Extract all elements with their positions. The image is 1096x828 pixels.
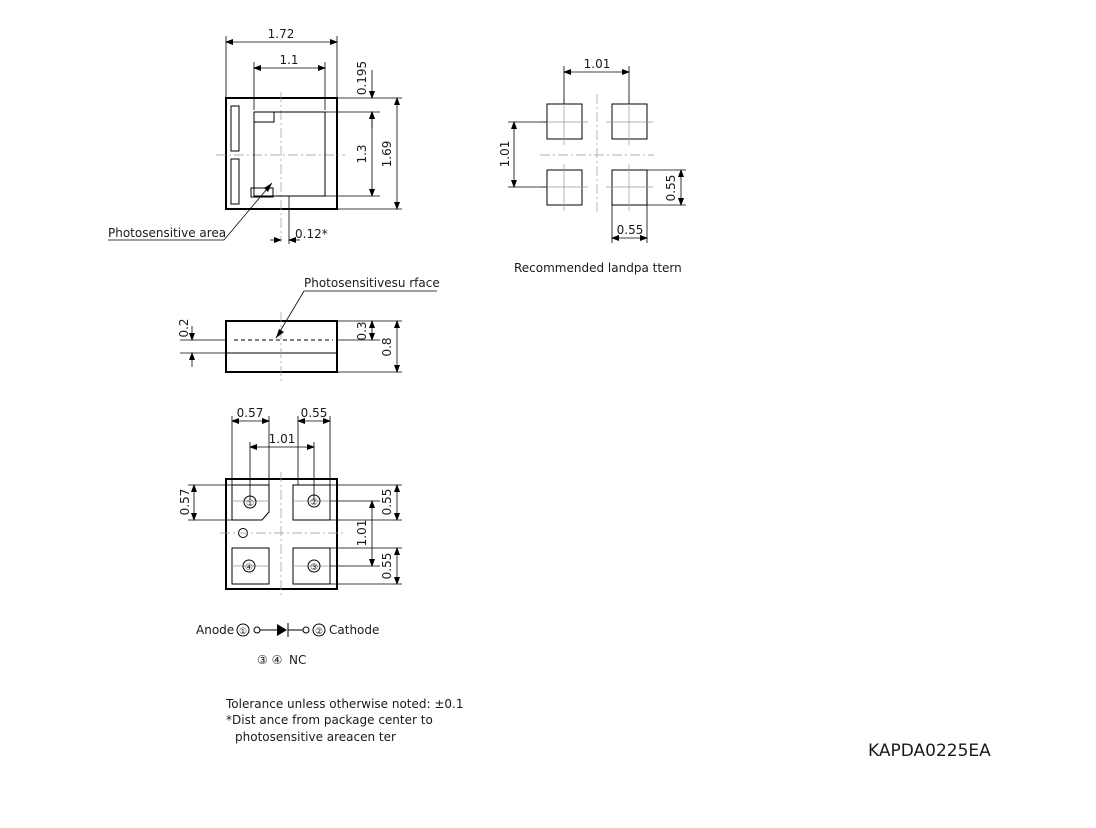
side-dim-left: 0.2: [177, 318, 191, 338]
pin-2-label: ②: [309, 498, 319, 508]
land-pattern-caption: Recommended landpa ttern: [514, 261, 682, 275]
top-dim-width: 1.72: [267, 27, 295, 41]
photosensitive-area-rect: [254, 112, 325, 196]
top-dim-inner-width: 1.1: [279, 53, 299, 67]
land-pad-3: [612, 170, 647, 205]
bottom-dim-pad2-height: 0.55: [380, 488, 394, 516]
diode-symbol: [277, 624, 287, 636]
notes: [225, 697, 464, 744]
land-pad-1: [547, 104, 582, 139]
pin-3-label: ③: [309, 563, 319, 573]
footnote-line-1: *Dist ance from package center to: [226, 713, 433, 727]
land-pad-2: [612, 104, 647, 139]
top-dim-inner-height: 1.3: [355, 144, 369, 164]
bottom-view: [178, 406, 402, 596]
anode-label: Anode: [196, 623, 235, 637]
anode-pin: ①: [238, 627, 248, 637]
top-dim-height: 1.69: [380, 140, 394, 168]
cathode-pin: ②: [314, 627, 324, 637]
top-package-outline: [226, 98, 337, 209]
pinout-diagram: [196, 623, 379, 667]
drawing-code: KAPDA0225EA: [868, 741, 991, 761]
tolerance-note: Tolerance unless otherwise noted: ±0.1: [226, 697, 464, 711]
cathode-label: Cathode: [329, 623, 380, 637]
bottom-dim-pitch-x: 1.01: [268, 432, 296, 446]
land-pattern-view: [498, 57, 686, 275]
land-pad-4: [547, 170, 582, 205]
bottom-package-outline: [226, 479, 337, 589]
pin-1-label: ①: [245, 499, 255, 509]
land-dim-pad-width: 0.55: [616, 223, 644, 237]
nc-label: NC: [289, 653, 307, 667]
footnote-line-2: photosensitive areacen ter: [235, 730, 396, 744]
bottom-dim-pad2-width: 0.55: [300, 406, 328, 420]
land-dim-pitch-y: 1.01: [498, 140, 512, 168]
label-photosensitive-surface: Photosensitivesu rface: [304, 276, 440, 290]
bottom-dim-pitch-y: 1.01: [355, 519, 369, 547]
label-photosensitive-area: Photosensitive area: [108, 226, 227, 240]
top-dim-center-offset: 0.12*: [295, 227, 328, 241]
side-dim-thickness: 0.8: [380, 337, 394, 357]
side-view: [177, 276, 440, 382]
pin-4-label: ④: [244, 563, 254, 573]
top-dim-top-offset: 0.195: [355, 60, 369, 96]
side-dim-right-top: 0.3: [355, 321, 369, 341]
bottom-dim-pad1-width: 0.57: [236, 406, 264, 420]
land-dim-pitch-x: 1.01: [583, 57, 611, 71]
land-dim-pad-height: 0.55: [664, 174, 678, 202]
bottom-dim-pad3-height: 0.55: [380, 552, 394, 580]
bottom-dim-pad1-height: 0.57: [178, 488, 192, 516]
nc-pins: ③ ④: [257, 653, 283, 667]
top-view: [108, 27, 402, 244]
